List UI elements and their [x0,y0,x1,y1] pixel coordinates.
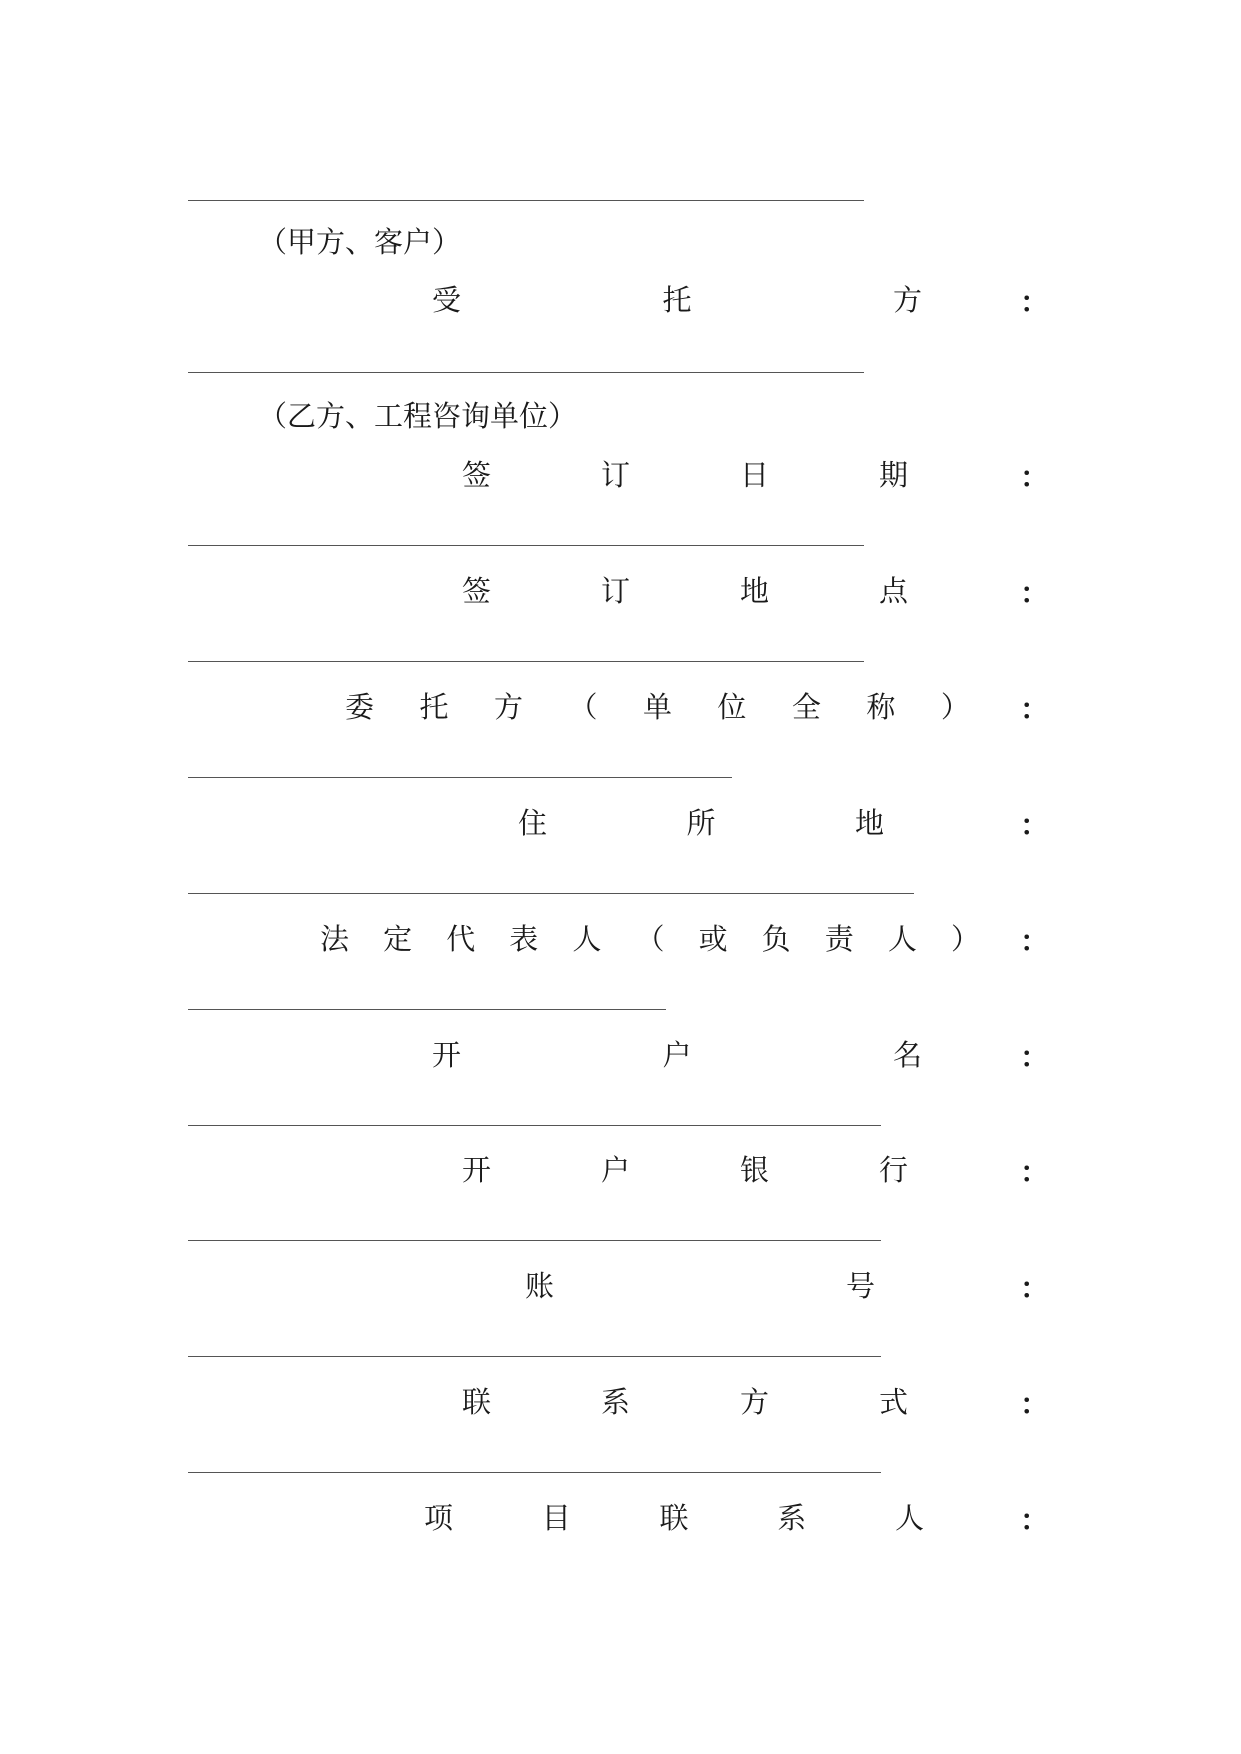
label-char: （ [568,690,598,724]
colon: ： [1020,1040,1050,1074]
blank-line-contact[interactable] [188,1472,881,1473]
label-char: 委 [345,690,375,724]
contact-label [462,1382,908,1422]
label-char: 法 [320,922,350,956]
label-char: 全 [791,690,821,724]
label-char: 开 [462,1153,492,1187]
label-char: 签 [462,458,492,492]
colon: ： [1020,692,1050,726]
colon: ： [1020,808,1050,842]
blank-line-sign-place[interactable] [188,661,864,662]
colon: ： [1020,1271,1050,1305]
blank-line-account-name[interactable] [188,1125,881,1126]
blank-line-entrust-name[interactable] [188,777,732,778]
label-char: 称 [866,690,896,724]
label-char: 单 [642,690,672,724]
label-char: 位 [717,690,747,724]
colon: ： [1020,924,1050,958]
label-char: 日 [739,458,769,492]
label-char: （ [635,922,665,956]
label-char: 人 [572,922,602,956]
label-char: 托 [662,283,692,317]
label-char: 或 [698,922,728,956]
colon: ： [1020,1155,1050,1189]
label-char: 地 [854,806,884,840]
label-char: ） [950,922,980,956]
label-char: 号 [845,1269,875,1303]
label-char: 表 [509,922,539,956]
label-char: 期 [878,458,908,492]
address-label [518,803,884,843]
label-char: 点 [878,574,908,608]
colon: ： [1020,1503,1050,1537]
sign-date-label [462,455,908,495]
label-char: 托 [419,690,449,724]
colon: ： [1020,285,1050,319]
account-no-label [525,1266,875,1306]
blank-line-client[interactable] [188,200,864,201]
label-char: 项 [424,1501,454,1535]
label-char: 目 [541,1501,571,1535]
blank-line-account-no[interactable] [188,1356,881,1357]
label-char: 联 [659,1501,689,1535]
label-char: 代 [446,922,476,956]
label-char: 系 [600,1385,630,1419]
label-char: 开 [432,1038,462,1072]
label-char: 签 [462,574,492,608]
label-char: 地 [739,574,769,608]
label-char: 行 [878,1153,908,1187]
label-char: 方 [493,690,523,724]
label-char: 账 [525,1269,555,1303]
label-char: 责 [824,922,854,956]
label-char: 订 [600,458,630,492]
label-char: 户 [662,1038,692,1072]
contractor-label [432,280,922,320]
label-char: 联 [462,1385,492,1419]
label-char: 银 [739,1153,769,1187]
legal-rep-label [320,919,980,959]
blank-line-contractor[interactable] [188,372,864,373]
blank-line-legal-rep[interactable] [188,1009,666,1010]
label-char: 名 [892,1038,922,1072]
colon: ： [1020,460,1050,494]
account-name-label [432,1035,922,1075]
label-char: 人 [887,922,917,956]
label-char: 受 [432,283,462,317]
label-char: 方 [892,283,922,317]
label-char: 订 [600,574,630,608]
label-char: 式 [878,1385,908,1419]
bank-label [462,1150,908,1190]
blank-line-sign-date[interactable] [188,545,864,546]
project-contact-label [424,1498,924,1538]
label-char: 所 [686,806,716,840]
entrust-name-label [345,687,970,727]
colon: ： [1020,576,1050,610]
client-note: （甲方、客户） [258,225,462,259]
label-char: 方 [739,1385,769,1419]
label-char: 系 [777,1501,807,1535]
contractor-note: （乙方、工程咨询单位） [258,399,578,433]
blank-line-bank[interactable] [188,1240,881,1241]
label-char: 住 [518,806,548,840]
colon: ： [1020,1387,1050,1421]
label-char: 定 [383,922,413,956]
blank-line-address[interactable] [188,893,914,894]
sign-place-label [462,571,908,611]
label-char: ） [940,690,970,724]
label-char: 户 [600,1153,630,1187]
label-char: 人 [894,1501,924,1535]
label-char: 负 [761,922,791,956]
